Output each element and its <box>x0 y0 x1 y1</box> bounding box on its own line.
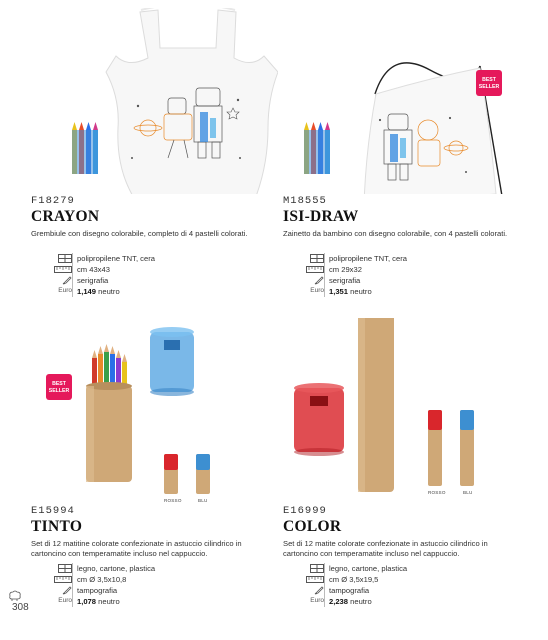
material-icon <box>300 564 324 573</box>
product-specs <box>280 253 520 297</box>
product-name: CRAYON <box>31 208 100 225</box>
print-pen-icon <box>300 276 324 285</box>
product-card-crayon <box>28 8 278 308</box>
spec-divider <box>324 574 325 585</box>
spec-divider <box>72 275 73 286</box>
spec-divider <box>72 286 73 297</box>
product-description: Set di 12 matitine colorate confezionate in astuccio cilindrico in cartoncino con temperamatite incluso nel cappuccio. <box>31 539 242 558</box>
variant-label-red: ROSSO <box>164 498 182 503</box>
spec-divider <box>72 253 73 264</box>
spec-price <box>28 286 268 297</box>
spec-size <box>280 574 520 585</box>
price-line <box>77 597 120 606</box>
product-card-isi-draw <box>280 8 530 308</box>
best-seller-badge <box>476 70 502 96</box>
spec-material-text: polipropilene TNT, cera <box>77 254 155 263</box>
variant-label-red: ROSSO <box>428 490 446 495</box>
price-line <box>329 597 372 606</box>
variant-label-blue: BLU <box>463 490 473 495</box>
price-suffix: neutro <box>350 597 372 606</box>
price-value: 1,351 <box>329 287 349 296</box>
apron-illustration <box>28 8 278 194</box>
price-line <box>329 287 372 296</box>
product-description: Zainetto da bambino con disegno colorabile, con 4 pastelli colorati. <box>283 229 508 238</box>
product-code: E16999 <box>283 505 327 517</box>
product-specs <box>28 253 268 297</box>
spec-divider <box>72 585 73 596</box>
spec-print <box>280 275 520 286</box>
currency-label: Euro <box>310 597 324 604</box>
spec-print <box>28 275 268 286</box>
product-name: TINTO <box>31 518 83 535</box>
price-suffix: neutro <box>98 597 120 606</box>
spec-divider <box>72 264 73 275</box>
spec-print <box>28 585 268 596</box>
spec-print <box>280 585 520 596</box>
spec-divider <box>72 596 73 607</box>
spec-divider <box>324 253 325 264</box>
spec-size-text: cm Ø 3,5x10,8 <box>77 575 127 584</box>
price-value: 1,078 <box>77 597 97 606</box>
spec-material <box>28 253 268 264</box>
spec-size-text: cm 43x43 <box>77 265 110 274</box>
spec-divider <box>324 563 325 574</box>
spec-material <box>280 563 520 574</box>
drawstring-bag-illustration <box>280 8 530 194</box>
price-value: 2,238 <box>329 597 349 606</box>
variant-label-blue: BLU <box>198 498 208 503</box>
product-card-color <box>280 318 530 618</box>
product-specs <box>28 563 268 607</box>
product-description: Grembiule con disegno colorabile, completo di 4 pastelli colorati. <box>31 229 248 238</box>
price-line <box>77 287 120 296</box>
currency-label: Euro <box>310 287 324 294</box>
product-code: F18279 <box>31 195 75 207</box>
spec-divider <box>72 563 73 574</box>
spec-price <box>280 596 520 607</box>
spec-print-text: serigrafia <box>77 276 109 285</box>
spec-print-text: tampografia <box>329 586 370 595</box>
spec-material-text: polipropilene TNT, cera <box>329 254 407 263</box>
lamb-icon <box>8 590 22 602</box>
product-code: M18555 <box>283 195 327 207</box>
spec-material-text: legno, cartone, plastica <box>77 564 156 573</box>
material-icon <box>48 254 72 263</box>
spec-size <box>28 264 268 275</box>
product-specs <box>280 563 520 607</box>
spec-price <box>28 596 268 607</box>
badge-line-1: BEST <box>52 381 66 387</box>
spec-divider <box>324 596 325 607</box>
spec-material <box>280 253 520 264</box>
ruler-icon <box>300 265 324 274</box>
best-seller-badge <box>46 374 72 400</box>
page-number: 308 <box>12 602 29 613</box>
price-suffix: neutro <box>98 287 120 296</box>
ruler-icon <box>48 575 72 584</box>
spec-size <box>28 574 268 585</box>
print-pen-icon <box>48 586 72 595</box>
product-name: COLOR <box>283 518 342 535</box>
print-pen-icon <box>300 586 324 595</box>
price-value: 1,149 <box>77 287 97 296</box>
spec-divider <box>324 275 325 286</box>
badge-line-2: SELLER <box>48 387 70 394</box>
badge-line-2: SELLER <box>478 83 500 90</box>
spec-size-text: cm 29x32 <box>329 265 362 274</box>
product-code: E15994 <box>31 505 75 517</box>
currency-label: Euro <box>58 287 72 294</box>
product-card-tinto <box>28 318 278 618</box>
long-pencil-tube-illustration <box>280 318 530 504</box>
print-pen-icon <box>48 276 72 285</box>
material-icon <box>300 254 324 263</box>
spec-divider <box>324 264 325 275</box>
spec-price <box>280 286 520 297</box>
badge-line-1: BEST <box>482 77 496 83</box>
ruler-icon <box>48 265 72 274</box>
price-suffix: neutro <box>350 287 372 296</box>
spec-print-text: serigrafia <box>329 276 361 285</box>
product-description: Set di 12 matite colorate confezionate in astuccio cilindrico in cartoncino con temperamatite incluso nel cappuccio. <box>283 539 488 558</box>
currency-label: Euro <box>58 597 72 604</box>
pencil-tube-illustration <box>28 318 278 504</box>
spec-material <box>28 563 268 574</box>
ruler-icon <box>300 575 324 584</box>
spec-size-text: cm Ø 3,5x19,5 <box>329 575 379 584</box>
product-name: ISI-DRAW <box>283 208 359 225</box>
spec-print-text: tampografia <box>77 586 118 595</box>
spec-size <box>280 264 520 275</box>
spec-divider <box>324 286 325 297</box>
spec-divider <box>324 585 325 596</box>
spec-divider <box>72 574 73 585</box>
material-icon <box>48 564 72 573</box>
spec-material-text: legno, cartone, plastica <box>329 564 408 573</box>
